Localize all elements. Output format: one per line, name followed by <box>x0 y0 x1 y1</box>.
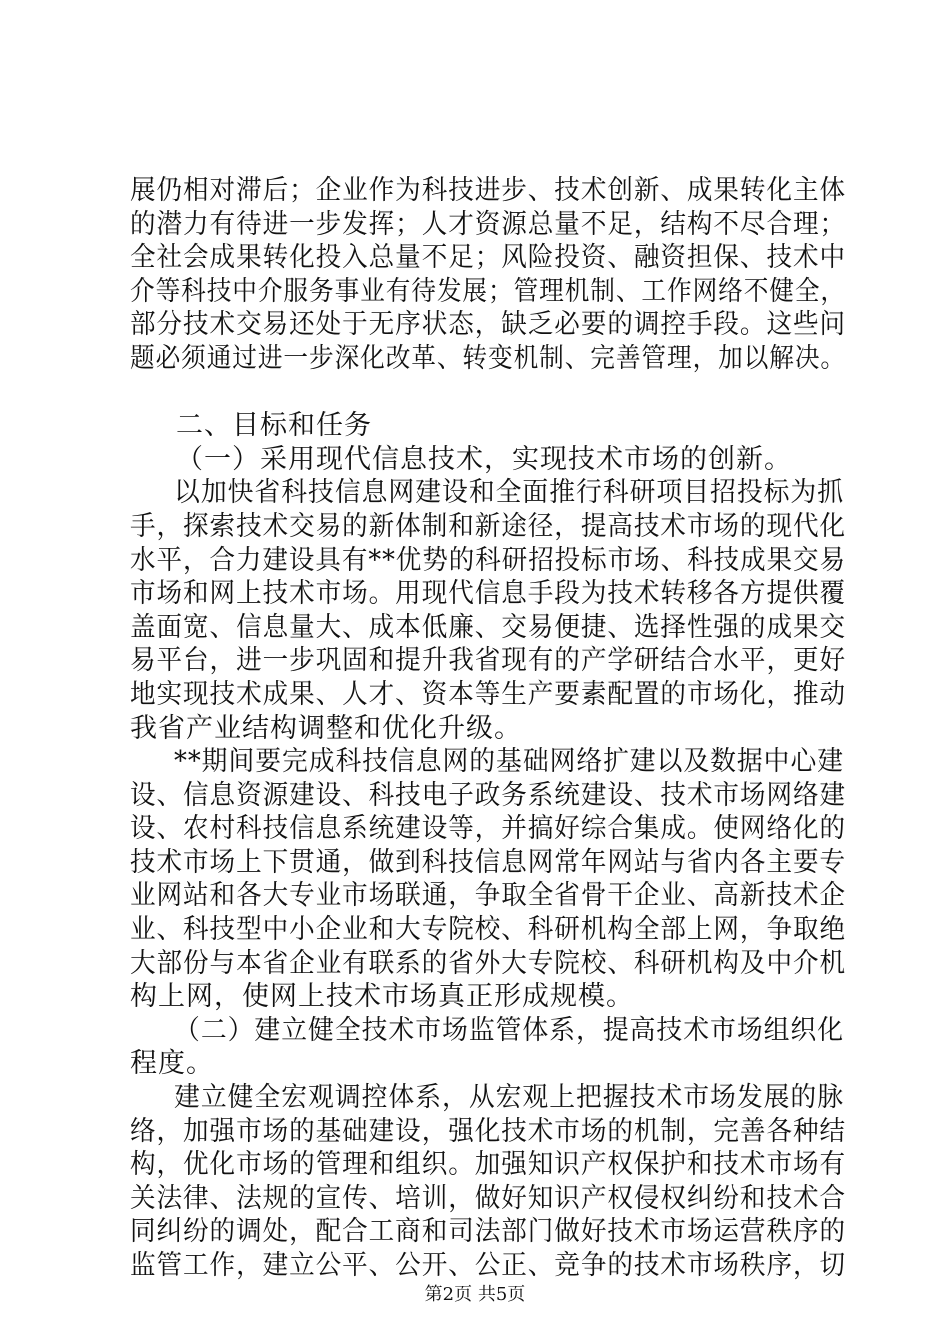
text-line: 大部份与本省企业有联系的省外大专院校、科研机构及中介机 <box>130 947 846 979</box>
text-line: 关法律、法规的宣传、培训，做好知识产权侵权纠纷和技术合 <box>130 1182 846 1214</box>
text-line: 市场和网上技术市场。用现代信息手段为技术转移各方提供覆 <box>130 578 846 610</box>
text-line: 介等科技中介服务事业有待发展；管理机制、工作网络不健全， <box>130 275 846 307</box>
text-line: 题必须通过进一步深化改革、转变机制、完善管理，加以解决。 <box>130 342 846 374</box>
subsection-heading-text: （一）采用现代信息技术，实现技术市场的创新。 <box>176 443 792 475</box>
text-line: 水平，合力建设具有**优势的科研招投标市场、科技成果交易 <box>130 544 846 576</box>
text-line: 构上网，使网上技术市场真正形成规模。 <box>130 981 634 1013</box>
paragraph-regulation <box>130 1081 846 1283</box>
subsection-heading-1 <box>130 443 846 477</box>
text-line: 部分技术交易还处于无序状态，缺乏必要的调控手段。这些问 <box>130 309 846 341</box>
paragraph-network <box>130 745 846 1014</box>
text-line: 地实现技术成果、人才、资本等生产要素配置的市场化，推动 <box>130 678 846 710</box>
text-line: 络，加强市场的基础建设，强化技术市场的机制，完善各种结 <box>130 1115 846 1147</box>
text-line: 全社会成果转化投入总量不足；风险投资、融资担保、技术中 <box>130 242 846 274</box>
text-line: 设、农村科技信息系统建设等，并搞好综合集成。使网络化的 <box>130 813 846 845</box>
text-line: 构，优化市场的管理和组织。加强知识产权保护和技术市场有 <box>130 1149 846 1181</box>
paragraph-info-tech <box>130 476 846 745</box>
text-line: 监管工作，建立公平、公开、公正、竞争的技术市场秩序，切 <box>130 1250 846 1281</box>
text-line: 手，探索技术交易的新体制和新途径，提高技术市场的现代化 <box>130 510 846 542</box>
text-line: 盖面宽、信息量大、成本低廉、交易便捷、选择性强的成果交 <box>130 611 846 643</box>
text-line: 技术市场上下贯通，做到科技信息网常年网站与省内各主要专 <box>130 846 846 878</box>
text-line: 同纠纷的调处，配合工商和司法部门做好技术市场运营秩序的 <box>130 1216 846 1248</box>
text-line: 业网站和各大专业市场联通，争取全省骨干企业、高新技术企 <box>130 880 846 912</box>
document-body <box>130 174 846 1283</box>
text-line: 设、信息资源建设、科技电子政务系统建设、技术市场网络建 <box>130 779 846 811</box>
subsection-heading-2 <box>130 1014 846 1081</box>
page-number-footer: 第2页 共5页 <box>424 1284 526 1305</box>
text-line: 建立健全宏观调控体系，从宏观上把握技术市场发展的脉 <box>174 1082 845 1114</box>
text-line: 展仍相对滞后；企业作为科技进步、技术创新、成果转化主体 <box>130 175 846 206</box>
text-line: 以加快省科技信息网建设和全面推行科研项目招投标为抓 <box>174 477 845 509</box>
text-line: 我省产业结构调整和优化升级。 <box>130 712 522 744</box>
subsection-heading-text: （二）建立健全技术市场监管体系，提高技术市场组织化 <box>174 1014 845 1046</box>
text-line: 业、科技型中小企业和大专院校、科研机构全部上网，争取绝 <box>130 914 846 946</box>
text-line: 的潜力有待进一步发挥；人才资源总量不足，结构不尽合理； <box>130 208 846 240</box>
text-line: **期间要完成科技信息网的基础网络扩建以及数据中心建 <box>173 746 844 778</box>
section-heading-text: 二、目标和任务 <box>176 410 372 442</box>
text-line: 易平台，进一步巩固和提升我省现有的产学研结合水平，更好 <box>130 645 846 677</box>
paragraph-problems <box>130 174 846 376</box>
subsection-heading-text: 程度。 <box>130 1048 214 1080</box>
section-heading <box>130 409 846 443</box>
